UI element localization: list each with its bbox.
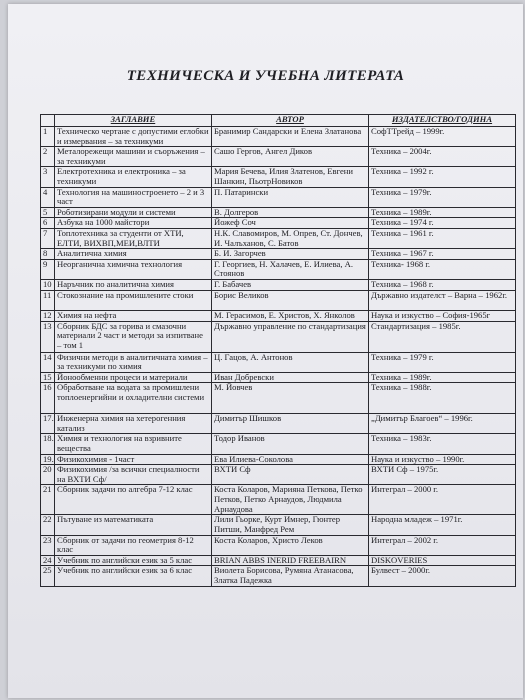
table-row	[41, 228, 516, 248]
row-author: М. Герасимов, Е. Христов, Х. Янколов	[212, 310, 369, 321]
row-author: Коста Коларов, Марияна Петкова, Петко Петков, Петко Арнаудов, Людмила Арнаудова	[212, 485, 369, 515]
table-row	[41, 279, 516, 290]
row-author: Йожеф Соч	[212, 218, 369, 229]
row-publisher: Техника – 1967 г.	[369, 249, 516, 260]
header-title: ЗАГЛАВИЕ	[55, 115, 212, 127]
row-publisher: DISKOVERIES	[369, 555, 516, 566]
row-publisher: Техника- 1968 г.	[369, 259, 516, 279]
row-title: Химия и технология на взривните вещества	[55, 434, 212, 454]
literature-table	[40, 114, 516, 587]
table-row	[41, 414, 516, 434]
row-author: Ц. Гацов, А. Антонов	[212, 352, 369, 372]
row-publisher: Булвест – 2000г.	[369, 566, 516, 586]
row-number: 1	[41, 127, 55, 147]
table-row	[41, 147, 516, 167]
table-row	[41, 321, 516, 352]
row-title: Физикохимия /за всички специалности на ВХТИ Сф/	[55, 465, 212, 485]
row-number: 8	[41, 249, 55, 260]
table-row	[41, 218, 516, 229]
table-row	[41, 249, 516, 260]
row-number: 14	[41, 352, 55, 372]
row-author: Борис Великов	[212, 290, 369, 310]
row-publisher: СофТТрейд – 1999г.	[369, 127, 516, 147]
row-number: 12	[41, 310, 55, 321]
row-title: Неорганична химична технология	[55, 259, 212, 279]
row-publisher: „Димитър Благоев“ – 1996г.	[369, 414, 516, 434]
row-number: 10	[41, 279, 55, 290]
row-title: Сборник БДС за горива и смазочни материали 2 част и методи за изпитване – том 1	[55, 321, 212, 352]
row-number: 23	[41, 535, 55, 555]
row-number: 6	[41, 218, 55, 229]
header-row	[41, 115, 516, 127]
row-title: Топлотехника за студенти от ХТИ, ЕЛТИ, ВИХВП,МЕИ,ВЛТИ	[55, 228, 212, 248]
row-author: Сашо Гергов, Ангел Диков	[212, 147, 369, 167]
row-number: 17.	[41, 414, 55, 434]
table-row	[41, 290, 516, 310]
row-author: Бранимир Сандарски и Елена Златанова	[212, 127, 369, 147]
row-title: Стокознание на промишлените стоки	[55, 290, 212, 310]
table-row	[41, 454, 516, 465]
row-title: Учебник по английски език за 5 клас	[55, 555, 212, 566]
table-row	[41, 372, 516, 383]
row-author: Виолета Борисова, Румяна Атанасова, Златка Падежка	[212, 566, 369, 586]
row-title: Сборник от задачи по геометрия 8-12 клас	[55, 535, 212, 555]
row-publisher: Държавно издателст – Варна – 1962г.	[369, 290, 516, 310]
row-title: Роботизирани модули и системи	[55, 207, 212, 218]
row-publisher: Интеграл – 2000 г.	[369, 485, 516, 515]
row-title: Инженерна химия на хетерогенния катализ	[55, 414, 212, 434]
row-author: Г. Георгиев, Н. Халачев, Е. Илиева, А. Стоянов	[212, 259, 369, 279]
row-title: Аналитична химия	[55, 249, 212, 260]
row-publisher: Наука и изкуство – 1990г.	[369, 454, 516, 465]
table-row	[41, 352, 516, 372]
row-publisher: Техника – 1974 г.	[369, 218, 516, 229]
row-publisher: Стандартизация – 1985г.	[369, 321, 516, 352]
table-row	[41, 434, 516, 454]
row-number: 7	[41, 228, 55, 248]
row-author: Г. Бабачев	[212, 279, 369, 290]
row-number: 18.	[41, 434, 55, 454]
row-author: Н.К. Славомиров, М. Опрев, Ст. Дончев, И. Чалъханов, С. Батов	[212, 228, 369, 248]
table-row	[41, 515, 516, 535]
row-number: 15	[41, 372, 55, 383]
row-publisher: Интеграл – 2002 г.	[369, 535, 516, 555]
row-publisher: ВХТИ Сф – 1975г.	[369, 465, 516, 485]
row-author: Коста Коларов, Христо Леков	[212, 535, 369, 555]
paper-sheet	[8, 4, 523, 698]
row-title: Пътуване из математиката	[55, 515, 212, 535]
row-author: Държавно управление по стандартизация	[212, 321, 369, 352]
row-publisher: Техника – 1989г.	[369, 372, 516, 383]
row-number: 24	[41, 555, 55, 566]
row-publisher: Народна младеж – 1971г.	[369, 515, 516, 535]
row-publisher: Техника – 1989г.	[369, 207, 516, 218]
header-publisher: ИЗДАТЕЛСТВО/ГОДИНА	[369, 115, 516, 127]
row-number: 25	[41, 566, 55, 586]
table-row	[41, 535, 516, 555]
row-title: Физични методи в аналитичната химия – за техникуми по химия	[55, 352, 212, 372]
table-row	[41, 259, 516, 279]
table-row	[41, 127, 516, 147]
row-number: 16	[41, 383, 55, 414]
row-number: 21	[41, 485, 55, 515]
row-title: Металорежещи машини и съоръжения – за техникуми	[55, 147, 212, 167]
row-publisher: Техника – 1961 г.	[369, 228, 516, 248]
row-author: М. Йовчев	[212, 383, 369, 414]
row-title: Обработване на водата за промишлени топлоенергийни и охладителни системи	[55, 383, 212, 414]
table-row	[41, 167, 516, 187]
row-number: 3	[41, 167, 55, 187]
row-publisher: Техника – 2004г.	[369, 147, 516, 167]
row-author: ВХТИ Сф	[212, 465, 369, 485]
header-author: АВТОР	[212, 115, 369, 127]
row-number: 19.	[41, 454, 55, 465]
row-publisher: Техника – 1979г.	[369, 187, 516, 207]
row-author: В. Долгеров	[212, 207, 369, 218]
row-publisher: Техника – 1992 г.	[369, 167, 516, 187]
row-author: Иван Добревски	[212, 372, 369, 383]
table-row	[41, 207, 516, 218]
row-publisher: Техника – 1979 г.	[369, 352, 516, 372]
table-row	[41, 566, 516, 586]
row-number: 9	[41, 259, 55, 279]
document-title: ТЕХНИЧЕСКА И УЧЕБНА ЛИТЕРАТА	[126, 68, 405, 84]
row-author: Димитър Шишков	[212, 414, 369, 434]
row-publisher: Наука и изкуство – София-1965г	[369, 310, 516, 321]
row-author: Мария Бечева, Илия Златенов, Евгени Шанкин, ПьотрНовиков	[212, 167, 369, 187]
row-publisher: Техника – 1988г.	[369, 383, 516, 414]
row-author: Ева Илиева-Соколова	[212, 454, 369, 465]
row-number: 20	[41, 465, 55, 485]
row-title: Азбука на 1000 майстори	[55, 218, 212, 229]
row-author: Б. И. Загорчев	[212, 249, 369, 260]
row-title: Йонообменни процеси и материали	[55, 372, 212, 383]
row-author: Лили Гьорке, Курт Имнер, Гюнтер Питши, Манфред Рем	[212, 515, 369, 535]
row-number: 13	[41, 321, 55, 352]
row-number: 2	[41, 147, 55, 167]
table-row	[41, 485, 516, 515]
row-title: Технология на машиностроенето – 2 и 3 част	[55, 187, 212, 207]
row-number: 5	[41, 207, 55, 218]
row-number: 4	[41, 187, 55, 207]
row-number: 11	[41, 290, 55, 310]
row-title: Химия на нефта	[55, 310, 212, 321]
row-author: Тодор Иванов	[212, 434, 369, 454]
table-row	[41, 465, 516, 485]
row-title: Техническо чертане с допустими еглобки и измервания – за техникуми	[55, 127, 212, 147]
row-title: Физикохимия - 1част	[55, 454, 212, 465]
row-publisher: Техника – 1968 г.	[369, 279, 516, 290]
table-row	[41, 383, 516, 414]
table-row	[41, 555, 516, 566]
row-author: П. Патарински	[212, 187, 369, 207]
table-body	[41, 127, 516, 587]
row-title: Електротехника и електроника – за техникуми	[55, 167, 212, 187]
row-title: Сборник задачи по алгебра 7-12 клас	[55, 485, 212, 515]
table-row	[41, 187, 516, 207]
row-title: Наръчник по аналитична химия	[55, 279, 212, 290]
table-row	[41, 310, 516, 321]
row-publisher: Техника – 1983г.	[369, 434, 516, 454]
row-title: Учебник по английски език за 6 клас	[55, 566, 212, 586]
row-number: 22	[41, 515, 55, 535]
row-author: BRIAN ABBS INERID FREEBAIRN	[212, 555, 369, 566]
header-number	[41, 115, 55, 127]
